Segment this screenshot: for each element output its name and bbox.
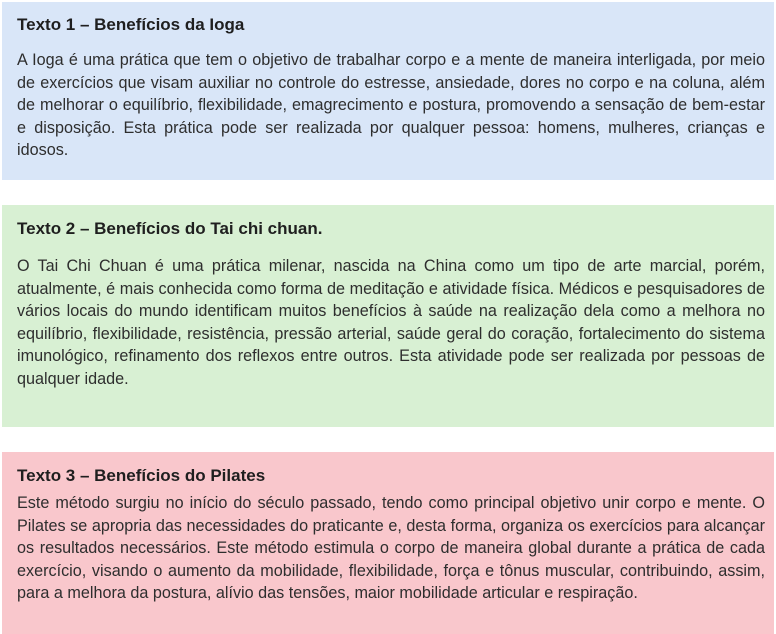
text-box-tai-chi-chuan xyxy=(2,205,774,427)
section-body: A Ioga é uma prática que tem o objetivo de trabalhar corpo e a mente de maneira interligada, por meio de exercícios que visam auxiliar no controle do estresse, ansiedade, dores no corpo e na coluna, além de melhorar o equilíbrio, flexibilidade, emagrecimento e postura, promovendo a sensação de bem-estar e disposição. Esta prática pode ser realizada por qualquer pessoa: homens, mulheres, crianças e idosos. xyxy=(17,51,765,160)
section-body: O Tai Chi Chuan é uma prática milenar, nascida na China como um tipo de arte marcial, porém, atualmente, é mais conhecida como forma de meditação e atividade física. Médicos e pesquisadores de vários locais do mundo identificam muitos benefícios à saúde na realização dela como a melhora no equilíbrio, flexibilidade, resistência, pressão arterial, saúde geral do coração, fortalecimento do sistema imunológico, refinamento dos reflexos entre outros. Esta atividade pode ser realizada por pessoas de qualquer idade. xyxy=(17,257,765,388)
text-box-pilates xyxy=(2,452,774,634)
section-title: Texto 2 – Benefícios do Tai chi chuan. xyxy=(17,219,323,238)
section-title: Texto 3 – Benefícios do Pilates xyxy=(17,466,266,485)
section-body: Este método surgiu no início do século passado, tendo como principal objetivo unir corpo e mente. O Pilates se apropria das necessidades do praticante e, desta forma, organiza os exercícios para alcançar os resultados necessários. Este método estimula o corpo de maneira global durante a prática de cada exercício, visando o aumento da mobilidade, flexibilidade, força e tônus muscular, contribuindo, assim, para a melhora da postura, alívio das tensões, maior mobilidade articular e respiração. xyxy=(17,494,765,603)
section-title: Texto 1 – Benefícios da Ioga xyxy=(17,15,245,34)
text-box-ioga xyxy=(2,2,774,180)
